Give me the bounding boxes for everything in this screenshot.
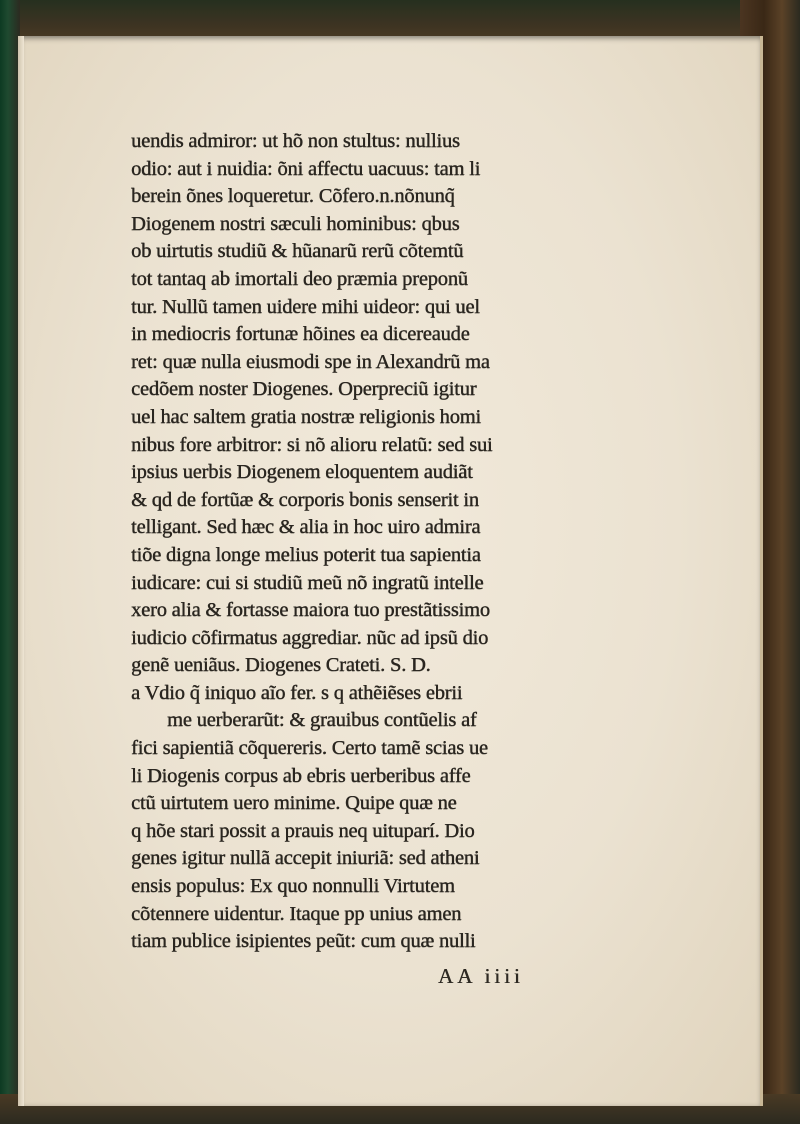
- text-line: me uerberarũt: & grauibus contũelis af: [167, 709, 477, 732]
- text-line: li Diogenis corpus ab ebris uerberibus affe: [131, 764, 471, 787]
- text-line: ipsius uerbis Diogenem eloquentem audiãt: [131, 461, 473, 484]
- text-line: q hõe stari possit a prauis neq uituparí. Dio: [131, 819, 475, 842]
- parchment-page: [18, 36, 763, 1106]
- text-line: berein õnes loqueretur. Cõfero.n.nõnunq̃: [131, 185, 455, 208]
- text-line: & qd de fortũæ & corporis bonis senserit in: [131, 488, 479, 511]
- text-line: uel hac saltem gratia nostræ religionis homi: [131, 405, 481, 428]
- text-line: a Vdio q̃ iniquo aĩo fer. s q athẽiẽses ebrii: [131, 681, 463, 704]
- text-line: tot tantaq ab imortali deo præmia preponũ: [131, 267, 468, 290]
- text-line: cedõem noster Diogenes. Operpreciũ igitur: [131, 378, 477, 401]
- text-line: tur. Nullũ tamen uidere mihi uideor: qui uel: [131, 295, 480, 318]
- book-cover-top-edge: [0, 0, 800, 40]
- text-line: cõtennere uidentur. Itaque pp unius amen: [131, 902, 462, 925]
- text-line: odio: aut i nuidia: õni affectu uacuus: tam li: [131, 157, 481, 180]
- text-line: genes igitur nullã accepit iniuriã: sed atheni: [131, 847, 480, 870]
- text-line: telligant. Sed hæc & alia in hoc uiro admira: [131, 516, 481, 539]
- text-line: Diogenem nostri sæculi hominibus: qbus: [131, 212, 460, 235]
- book-cover-left-edge: [0, 0, 20, 1124]
- text-line: iudicio cõfirmatus aggrediar. nũc ad ipsũ dio: [131, 626, 489, 649]
- text-line: fici sapientiã cõquereris. Certo tamẽ scias ue: [131, 737, 488, 760]
- text-line: tiõe digna longe melius poterit tua sapientia: [131, 543, 481, 566]
- text-line: ret: quæ nulla eiusmodi spe in Alexandrũ ma: [131, 350, 490, 373]
- text-line: uendis admiror: ut hõ non stultus: nullius: [131, 130, 460, 152]
- text-line: iudicare: cui si studiũ meũ nõ ingratũ intelle: [131, 571, 484, 594]
- text-line: ctũ uirtutem uero minime. Quipe quæ ne: [131, 792, 457, 815]
- body-text: [131, 128, 591, 956]
- text-line: in mediocris fortunæ hõines ea dicereaude: [131, 323, 470, 346]
- text-line: ensis populus: Ex quo nonnulli Virtutem: [131, 875, 455, 898]
- page-gutter: [18, 36, 24, 1106]
- signature-mark: AA iiii: [438, 964, 524, 988]
- text-line: tiam publice isipientes peũt: cum quæ nulli: [131, 930, 476, 953]
- text-line: genẽ ueniãus. Diogenes Crateti. S. D.: [131, 654, 431, 677]
- text-line: xero alia & fortasse maiora tuo prestãtissimo: [131, 599, 490, 622]
- text-line: ob uirtutis studiũ & hũanarũ rerũ cõtemtũ: [131, 240, 464, 263]
- text-line: nibus fore arbitror: si nõ alioru relatũ: sed sui: [131, 433, 493, 456]
